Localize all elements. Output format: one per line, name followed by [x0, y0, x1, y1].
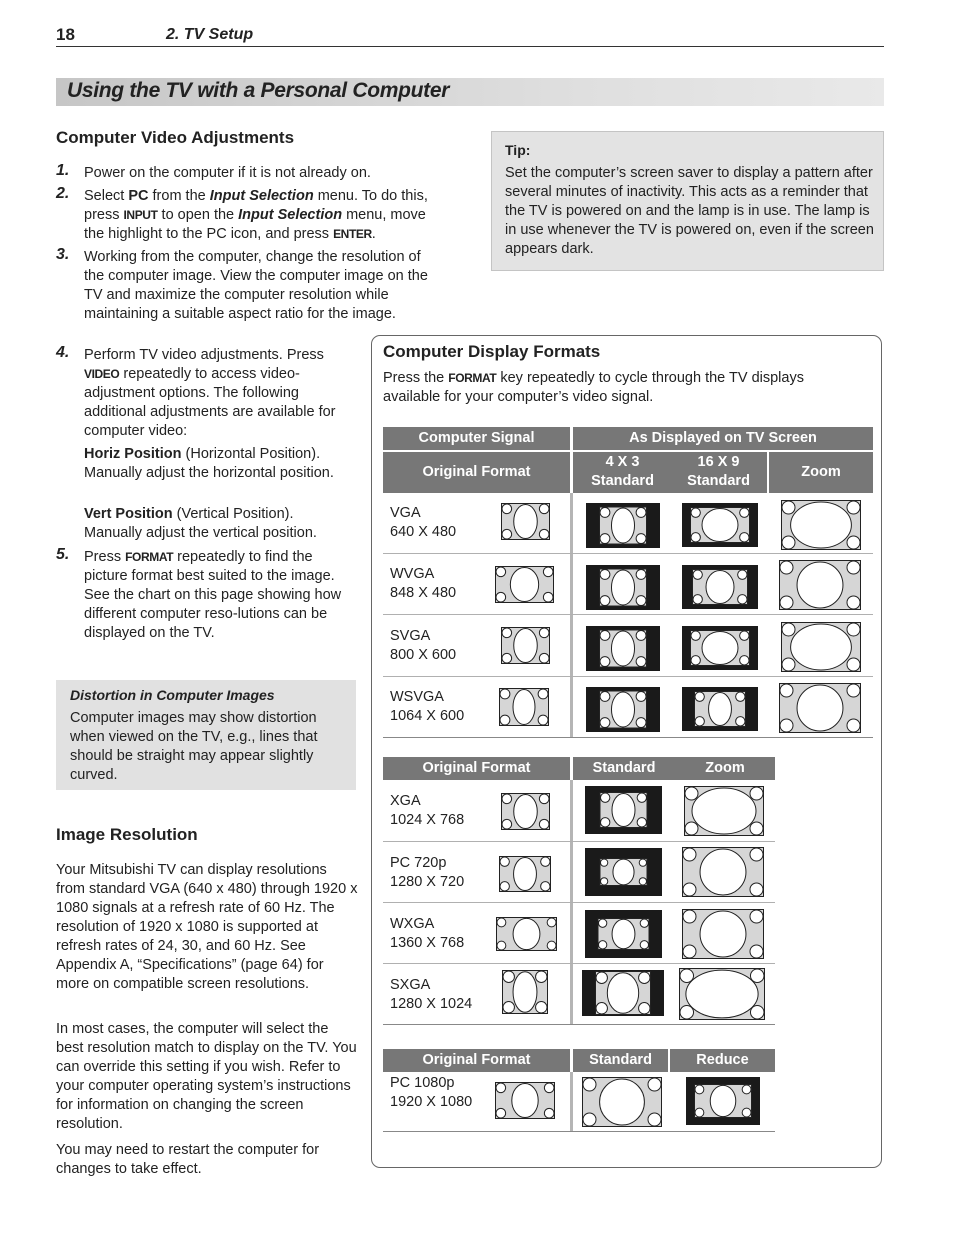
- distortion-note: [56, 680, 356, 790]
- header-standard-2: Standard: [592, 760, 656, 776]
- zoom-icon: [779, 560, 861, 610]
- chapter-banner: [56, 78, 884, 106]
- formats-intro: Press the FORMAT key repeatedly to cycle through the TV displays available for your computer’s video signal.: [383, 370, 804, 405]
- header-standard-3: Standard: [573, 1049, 668, 1072]
- header-computer-signal: Computer Signal: [383, 427, 570, 450]
- zoom-icon: [779, 683, 861, 733]
- step-number: 2.: [56, 185, 70, 202]
- zoom-icon: [781, 500, 861, 550]
- standard-icon: [582, 970, 664, 1016]
- original-format-icon: [501, 627, 550, 664]
- original-format-icon: [499, 856, 551, 892]
- row-divider: [383, 614, 873, 615]
- original-format-icon: [502, 970, 548, 1014]
- row-divider: [383, 902, 775, 903]
- signal-label: SVGA 800 X 600: [390, 628, 457, 663]
- step-number: 1.: [56, 162, 70, 179]
- resolution-paragraph-1: Your Mitsubishi TV can display resolutions from standard VGA (640 x 480) through 1920 x 1080 signals at a refresh rate of 60 Hz. The resolution of 1920 x 1080 is supported at refresh rates of 24, 30, and 60 Hz. See Appendix A, “Specifications” (page 64) for more on compatible screen resolutions.: [56, 862, 358, 992]
- step-1-text: Power on the computer if it is not already on.: [84, 165, 371, 181]
- 16x9-standard-icon: [682, 503, 758, 547]
- header-16x9-standard: 16 X 9 Standard: [687, 454, 750, 489]
- distortion-body: Computer images may show distortion when viewed on the TV, e.g., lines that should be straight may appear slightly curved.: [70, 710, 318, 783]
- column-separator: [570, 1072, 573, 1131]
- banner-title: Using the TV with a Personal Computer: [67, 79, 450, 102]
- header-as-displayed: As Displayed on TV Screen: [573, 427, 873, 450]
- vert-position-text: Vert Position (Vertical Position). Manually adjust the vertical position.: [84, 506, 317, 541]
- zoom-icon: [682, 847, 764, 897]
- row-divider: [383, 676, 873, 677]
- row-divider: [383, 963, 775, 964]
- 4x3-standard-icon: [586, 565, 660, 610]
- page-number: 18: [56, 25, 75, 44]
- step-number: 4.: [56, 344, 70, 361]
- row-divider: [383, 1131, 775, 1132]
- 16x9-standard-icon: [682, 687, 758, 731]
- adjustments-heading: Computer Video Adjustments: [56, 128, 295, 147]
- original-format-icon: [496, 917, 557, 951]
- resolution-paragraph-2: In most cases, the computer will select the best resolution match to display on the TV. You can override this setting if you wish. Refer to your computer operating system’s instructions for information on changing the screen resolution.: [56, 1021, 357, 1132]
- tip-box: [491, 131, 884, 271]
- column-separator: [570, 493, 573, 737]
- step-2-text: Select PC from the Input Selection menu. To do this, press INPUT to open the Input Selection menu, move the highlight to the PC icon, and press ENTER.: [84, 188, 428, 242]
- standard-icon: [582, 1077, 662, 1127]
- tip-title: Tip:: [505, 142, 531, 158]
- 4x3-standard-icon: [586, 687, 660, 732]
- signal-label: VGA 640 X 480: [390, 505, 457, 540]
- zoom-icon: [684, 786, 764, 836]
- step-5-text: Press FORMAT repeatedly to find the picture format best suited to the image. See the chart on this page showing how different computer reso-lutions can be displayed on the TV.: [84, 549, 342, 641]
- row-divider: [383, 737, 873, 738]
- 4x3-standard-icon: [586, 626, 660, 671]
- original-format-icon: [501, 503, 550, 540]
- original-format-icon: [499, 688, 549, 726]
- 16x9-standard-icon: [682, 565, 758, 609]
- section-title: 2. TV Setup: [166, 26, 254, 43]
- signal-label: PC 1080p 1920 X 1080: [390, 1075, 473, 1110]
- distortion-title: Distortion in Computer Images: [70, 687, 275, 703]
- signal-label: WSVGA 1064 X 600: [390, 689, 465, 724]
- original-format-icon: [501, 793, 550, 830]
- header-rule: [56, 46, 884, 47]
- tip-body: Set the computer’s screen saver to display a pattern after several minutes of inactivity. This acts as a reminder that the TV is powered on and the lamp is in use. The lamp is in use whenever the TV is powered on, even if the screen appears dark.: [505, 165, 874, 257]
- row-divider: [383, 841, 775, 842]
- zoom-icon: [679, 968, 765, 1020]
- signal-label: SXGA 1280 X 1024: [390, 977, 473, 1012]
- signal-label: XGA 1024 X 768: [390, 793, 465, 828]
- row-divider: [383, 553, 873, 554]
- original-format-icon: [495, 566, 554, 603]
- resolution-paragraph-3: You may need to restart the computer for changes to take effect.: [56, 1142, 320, 1177]
- header-reduce-3: Reduce: [670, 1049, 775, 1072]
- row-divider: [383, 1024, 775, 1025]
- step-4-text: Perform TV video adjustments. Press VIDEO repeatedly to access video-adjustment options. The following additional adjustments are available for computer video:: [84, 347, 336, 439]
- signal-label: WXGA 1360 X 768: [390, 916, 465, 951]
- zoom-icon: [682, 909, 764, 959]
- 4x3-standard-icon: [586, 503, 660, 548]
- header-4x3-standard: 4 X 3 Standard: [591, 454, 654, 489]
- standard-icon: [585, 848, 662, 896]
- step-3-text: Working from the computer, change the resolution of the computer image. View the computer image on the TV and maximize the computer resolution while maintaining a suitable aspect ratio for the image.: [84, 249, 428, 322]
- header-original-format-3: Original Format: [383, 1049, 570, 1072]
- horiz-position-text: Horiz Position (Horizontal Position). Manually adjust the horizontal position.: [84, 446, 334, 481]
- 16x9-standard-icon: [682, 626, 758, 670]
- header-original-format: Original Format: [383, 452, 570, 493]
- header-original-format-2: Original Format: [383, 757, 570, 780]
- step-number: 5.: [56, 546, 70, 563]
- signal-label: PC 720p 1280 X 720: [390, 855, 465, 890]
- header-zoom: Zoom: [769, 452, 873, 493]
- formats-heading: Computer Display Formats: [383, 342, 601, 361]
- header-zoom-2: Zoom: [705, 760, 745, 776]
- standard-icon: [585, 786, 662, 834]
- resolution-heading: Image Resolution: [56, 825, 198, 844]
- zoom-icon: [781, 622, 861, 672]
- signal-label: WVGA 848 X 480: [390, 566, 457, 601]
- reduce-icon: [686, 1077, 760, 1125]
- step-number: 3.: [56, 246, 70, 263]
- original-format-icon: [495, 1082, 555, 1119]
- standard-icon: [585, 910, 662, 958]
